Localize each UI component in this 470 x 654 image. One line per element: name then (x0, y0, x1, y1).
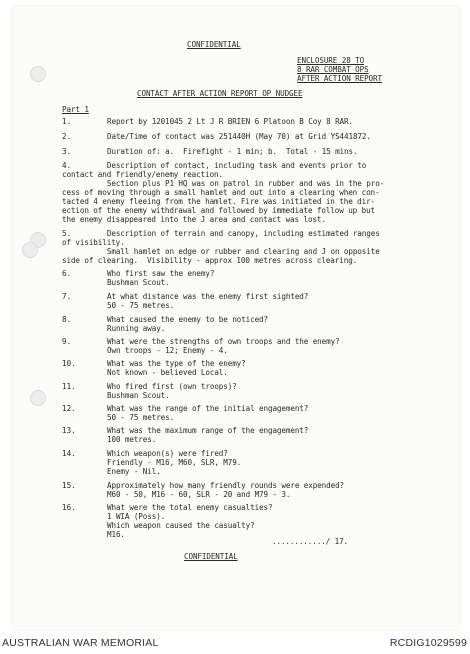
item-number: 6. (62, 269, 72, 278)
item-text: Report by 1201045 2 Lt J R BRIEN 6 Platoon B Coy 8 RAR. (107, 117, 353, 126)
item-text: Description of terrain and canopy, including estimated ranges (89, 229, 380, 238)
continuation-marker: ............/ 17. (272, 537, 349, 546)
item-text: 1 WIA (Poss). (107, 512, 166, 521)
item-number: 9. (62, 337, 72, 346)
item-text: ection of the enemy withdrawal and followed by immediate follow up but (62, 206, 376, 215)
item-text: Enemy - Nil. (107, 467, 161, 476)
item-text: Who first saw the enemy? (107, 269, 215, 278)
item-number: 12. (62, 404, 76, 413)
item-text: Approximately how many friendly rounds were expended? (107, 481, 345, 490)
item-number: 3. (62, 147, 72, 156)
item-text: What was the range of the initial engagement? (107, 404, 309, 413)
item-text: Bushman Scout. (107, 278, 170, 287)
item-text: What caused the enemy to be noticed? (107, 315, 268, 324)
item-text: M16. (107, 530, 125, 539)
item-text: Own troops - 12; Enemy - 4. (107, 346, 228, 355)
item-text: tacted 4 enemy fleeing from the hamlet. Fire was initiated in the dir- (62, 197, 376, 206)
item-text: Which weapon caused the casualty? (107, 521, 255, 530)
item-text: What was the type of the enemy? (107, 359, 246, 368)
item-text: What was the maximum range of the engagement? (107, 426, 309, 435)
item-text: Bushman Scout. (107, 391, 170, 400)
punch-hole (30, 66, 46, 82)
item-text: contact and friendly/enemy reaction. (62, 170, 223, 179)
item-number: 10. (62, 359, 76, 368)
item-text: the enemy disappeared into the J area and contact was lost. (62, 215, 326, 224)
document-page (12, 6, 460, 630)
item-text: Who fired first (own troops)? (107, 382, 237, 391)
item-text: Duration of: a. Firefight - 1 min; b. Total - 15 mins. (107, 147, 358, 156)
item-text: What were the total enemy casualties? (107, 503, 273, 512)
enclosure-line-3: AFTER ACTION REPORT (297, 74, 382, 83)
item-text: cess of moving through a small hamlet and out into a clearing when con- (62, 188, 380, 197)
item-number: 7. (62, 292, 72, 301)
item-text: Date/Time of contact was 251440H (May 70) at Grid YS441872. (107, 132, 371, 141)
item-number: 16. (62, 503, 76, 512)
enclosure-line-2: 8 RAR COMBAT OPS (297, 65, 369, 74)
item-text: Not known - believed Local. (107, 368, 228, 377)
record-id: RCDIG1029599 (389, 637, 467, 649)
archive-footer (0, 634, 470, 654)
part-heading: Part 1 (62, 105, 89, 114)
item-text: 50 - 75 metres. (107, 413, 175, 422)
item-text: Description of contact, including task and events prior to (89, 161, 367, 170)
item-text: M60 - 50, M16 - 60, SLR - 20 and M79 - 3. (107, 490, 291, 499)
item-number: 8. (62, 315, 72, 324)
item-number: 2. (62, 132, 72, 141)
item-number: 13. (62, 426, 76, 435)
punch-hole (30, 390, 46, 406)
item-text: What were the strengths of own troops and the enemy? (107, 337, 340, 346)
document-title: CONTACT AFTER ACTION REPORT OP NUDGEE (137, 89, 303, 98)
archive-name: AUSTRALIAN WAR MEMORIAL (2, 637, 159, 649)
item-text: Which weapon(s) were fired? (107, 449, 228, 458)
item-text: Small hamlet on edge or rubber and clearing and J on opposite (89, 247, 380, 256)
enclosure-line-1: ENCLOSURE 28 TO (297, 56, 365, 65)
item-number: 4. (62, 161, 72, 170)
item-text: At what distance was the enemy first sighted? (107, 292, 309, 301)
item-number: 11. (62, 382, 76, 391)
item-number: 14. (62, 449, 76, 458)
item-text: 100 metres. (107, 435, 157, 444)
item-text: Friendly - M16, M60, SLR, M79. (107, 458, 242, 467)
item-number: 15. (62, 481, 76, 490)
item-number: 1. (62, 117, 72, 126)
item-text: Running away. (107, 324, 166, 333)
classification-top: CONFIDENTIAL (187, 40, 241, 49)
item-number: 5. (62, 229, 72, 238)
item-text: Section plus P1 HQ was on patrol in rubber and was in the pro- (89, 179, 385, 188)
item-text: of visibility. (62, 238, 125, 247)
item-text: side of clearing. Visibility - approx 100 metres across clearing. (62, 256, 358, 265)
classification-bottom: CONFIDENTIAL (184, 552, 238, 561)
item-text: 50 - 75 metres. (107, 301, 175, 310)
punch-hole (22, 242, 38, 258)
